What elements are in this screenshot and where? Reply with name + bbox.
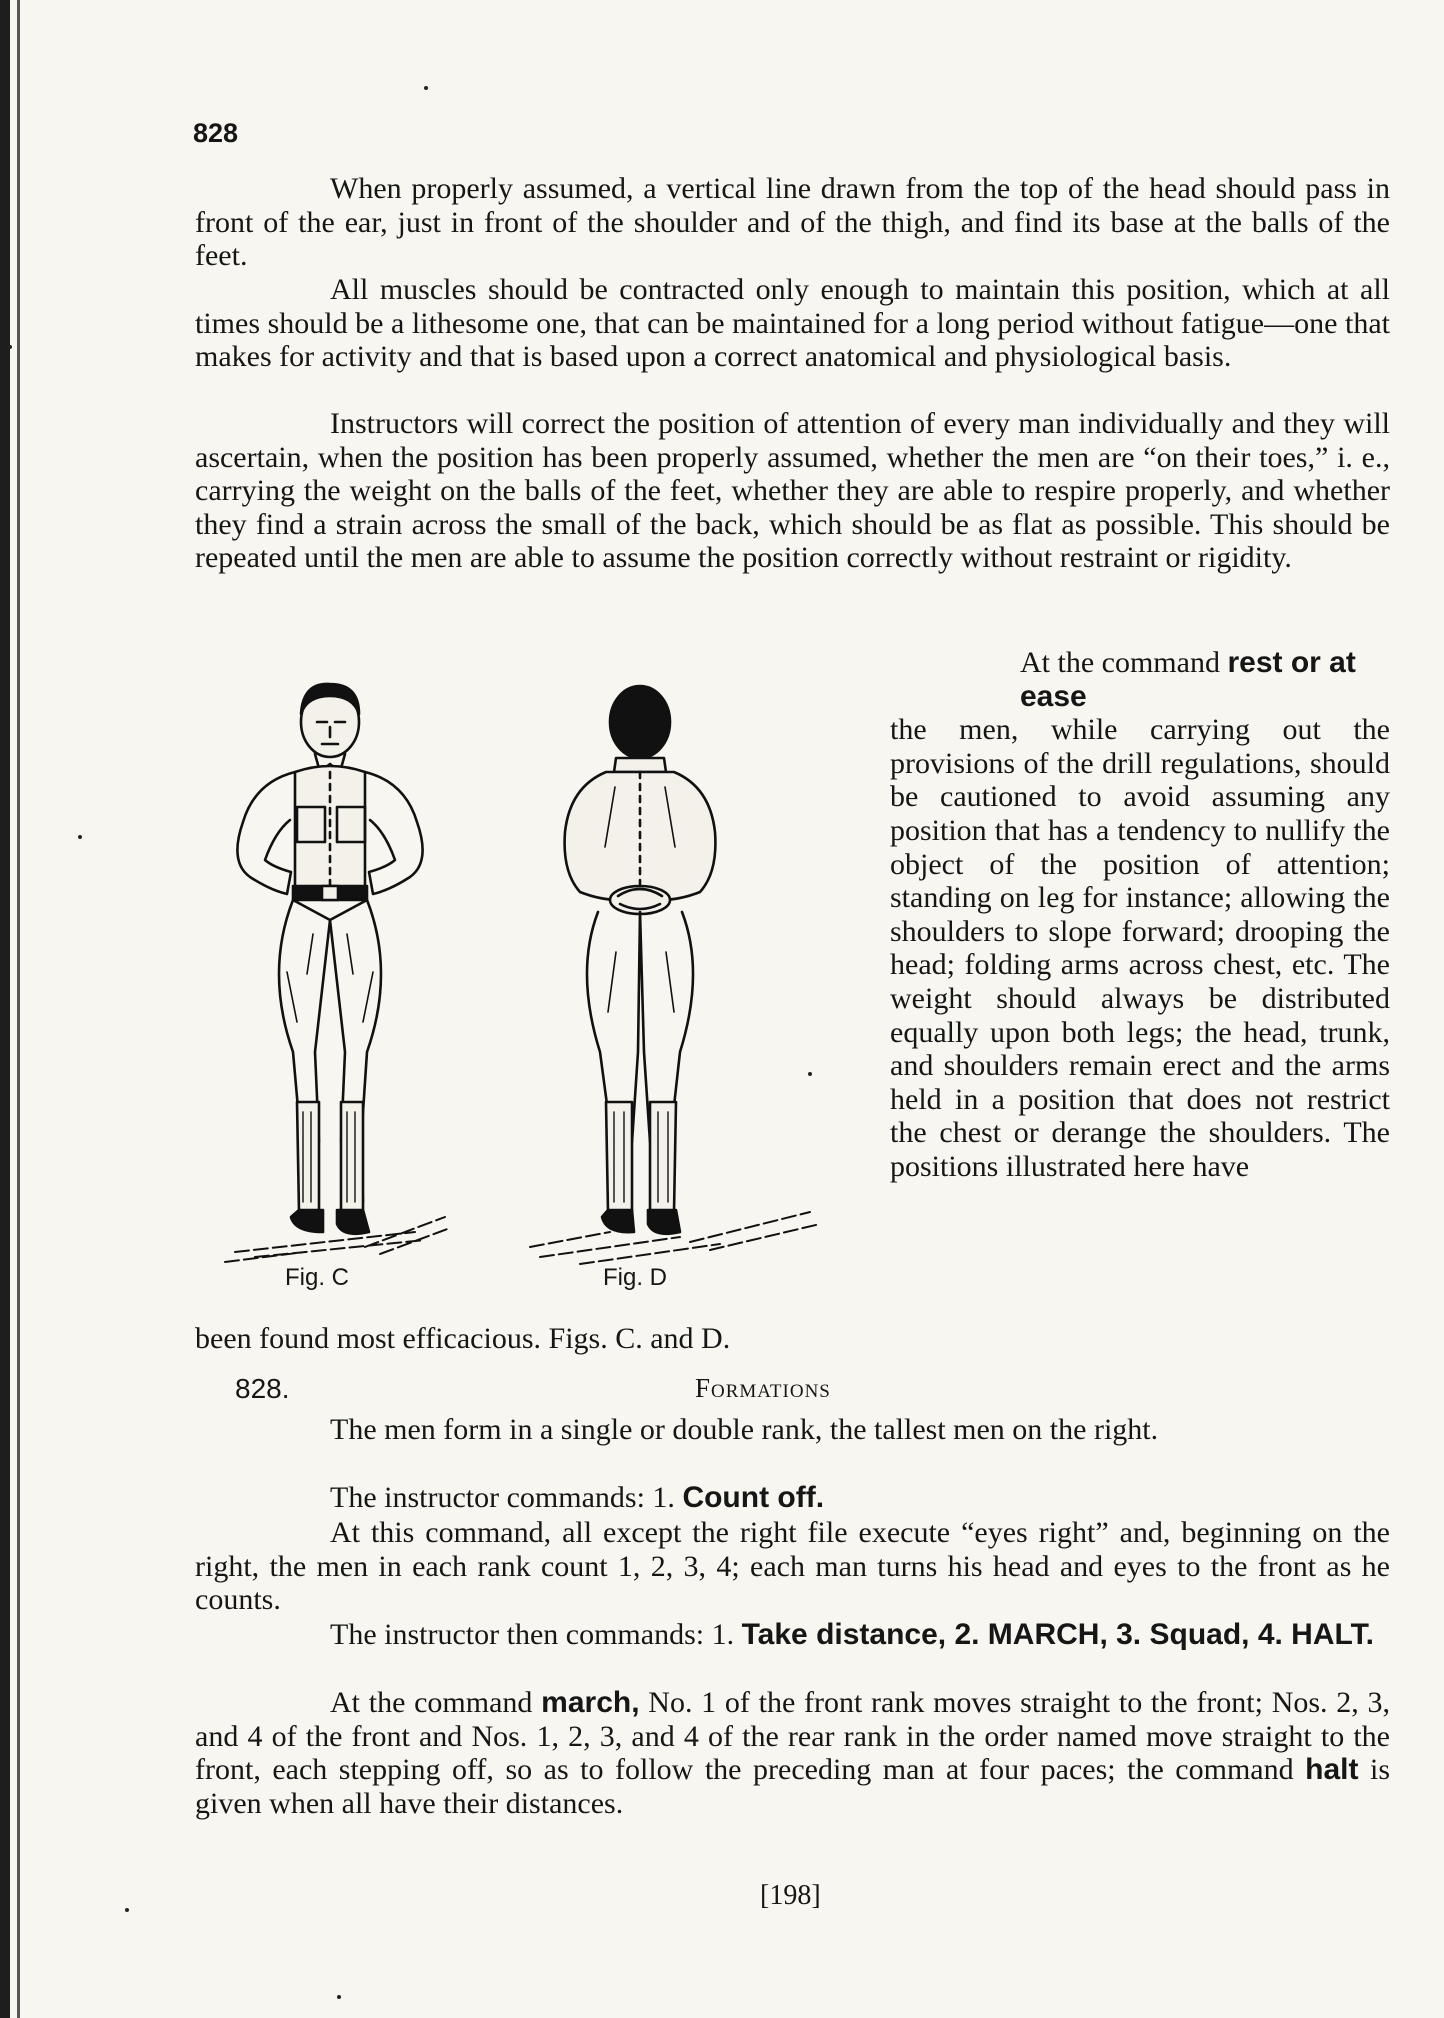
section-heading: Formations bbox=[695, 1373, 831, 1403]
paragraph-rest-at-ease bbox=[890, 646, 1390, 1184]
section-number: 828. bbox=[235, 1373, 290, 1404]
halt-command: halt bbox=[1305, 1753, 1359, 1786]
march-end: is given when all have their distances. bbox=[195, 1753, 1390, 1820]
march-command: march, bbox=[541, 1686, 640, 1719]
paragraph-count-off bbox=[195, 1481, 1390, 1515]
soldier-back-view bbox=[530, 686, 820, 1264]
rest-body: the men, while carrying out the provisions of the drill regulations, should be cautioned to avoid assuming any position that has a tendency to nullify the object of the position of attention; standing on leg for instance; allowing the shoulders to slope forward; drooping the head; folding arms across chest, etc. The weight should always be distributed equally upon both legs; the head, trunk, and shoulders remain erect and the arms held in a position that does not restrict the chest or derange the shoulders. The positions illustrated here have bbox=[890, 713, 1390, 1183]
book-spine-line bbox=[17, 0, 20, 2018]
march-intro: At the command bbox=[330, 1686, 542, 1719]
paragraph-march bbox=[195, 1686, 1390, 1820]
footer-page-number: [198] bbox=[760, 1880, 821, 1911]
caption-fig-d: Fig. D bbox=[603, 1264, 668, 1291]
paragraph-form-ranks: The men form in a single or double rank, the tallest men on the right. bbox=[330, 1413, 1159, 1446]
take-distance-intro: The instructor then commands: 1. bbox=[330, 1618, 742, 1651]
march-body: No. 1 of the front rank moves straight to the front; Nos. 2, 3, and 4 of the front and Nos. 1, 2, 3, and 4 of the rear rank in the order named move straight to the front, each stepping off, so as to follow the preceding man at four paces; the command bbox=[195, 1686, 1391, 1786]
take-distance-commands: Take distance, 2. MARCH, 3. Squad, 4. HALT. bbox=[741, 1618, 1374, 1651]
paragraph-vertical-line: When properly assumed, a vertical line drawn from the top of the head should pass in front of the ear, just in front of the shoulder and of the thigh, and find its base at the balls of the feet. bbox=[195, 172, 1390, 272]
paragraph-take-distance bbox=[195, 1618, 1390, 1652]
paragraph-instructors: Instructors will correct the position of attention of every man individually and they will ascertain, when the position has been properly assumed, whether the men are “on their toes,” i. e., carrying the weight on the balls of the feet, whether they are able to respire properly, and whether they find a strain across the small of the back, which should be as flat as possible. This should be repeated until the men are able to assume the position correctly without restraint or rigidity. bbox=[195, 407, 1390, 574]
ink-speck bbox=[8, 345, 12, 349]
rest-paragraph-tail: been found most efficacious. Figs. C. and D. bbox=[195, 1322, 731, 1355]
paragraph-muscles: All muscles should be contracted only enough to maintain this position, which at all times should be a lithesome one, that can be maintained for a long period without fatigue—one that makes for activity and that is based upon a correct anatomical and physiological basis. bbox=[195, 273, 1390, 373]
soldier-illustrations bbox=[195, 672, 855, 1332]
count-off-intro: The instructor commands: 1. bbox=[330, 1481, 683, 1514]
book-spine-shadow bbox=[0, 0, 10, 2018]
ink-speck bbox=[424, 86, 428, 90]
soldier-front-view bbox=[225, 684, 450, 1262]
count-off-command: Count off. bbox=[682, 1481, 825, 1514]
figure-attention-positions bbox=[195, 672, 855, 1332]
ink-speck bbox=[337, 1995, 341, 1999]
page-number: 828 bbox=[193, 118, 239, 148]
caption-fig-c: Fig. C bbox=[285, 1264, 350, 1291]
rest-intro: At the command bbox=[1020, 646, 1228, 679]
rest-command-term: rest or at ease bbox=[1020, 646, 1356, 713]
ink-speck bbox=[125, 1908, 129, 1912]
paragraph-eyes-right: At this command, all except the right file execute “eyes right” and, beginning on the right, the men in each rank count 1, 2, 3, 4; each man turns his head and eyes to the front as he counts. bbox=[195, 1516, 1390, 1616]
ink-speck bbox=[78, 835, 82, 839]
